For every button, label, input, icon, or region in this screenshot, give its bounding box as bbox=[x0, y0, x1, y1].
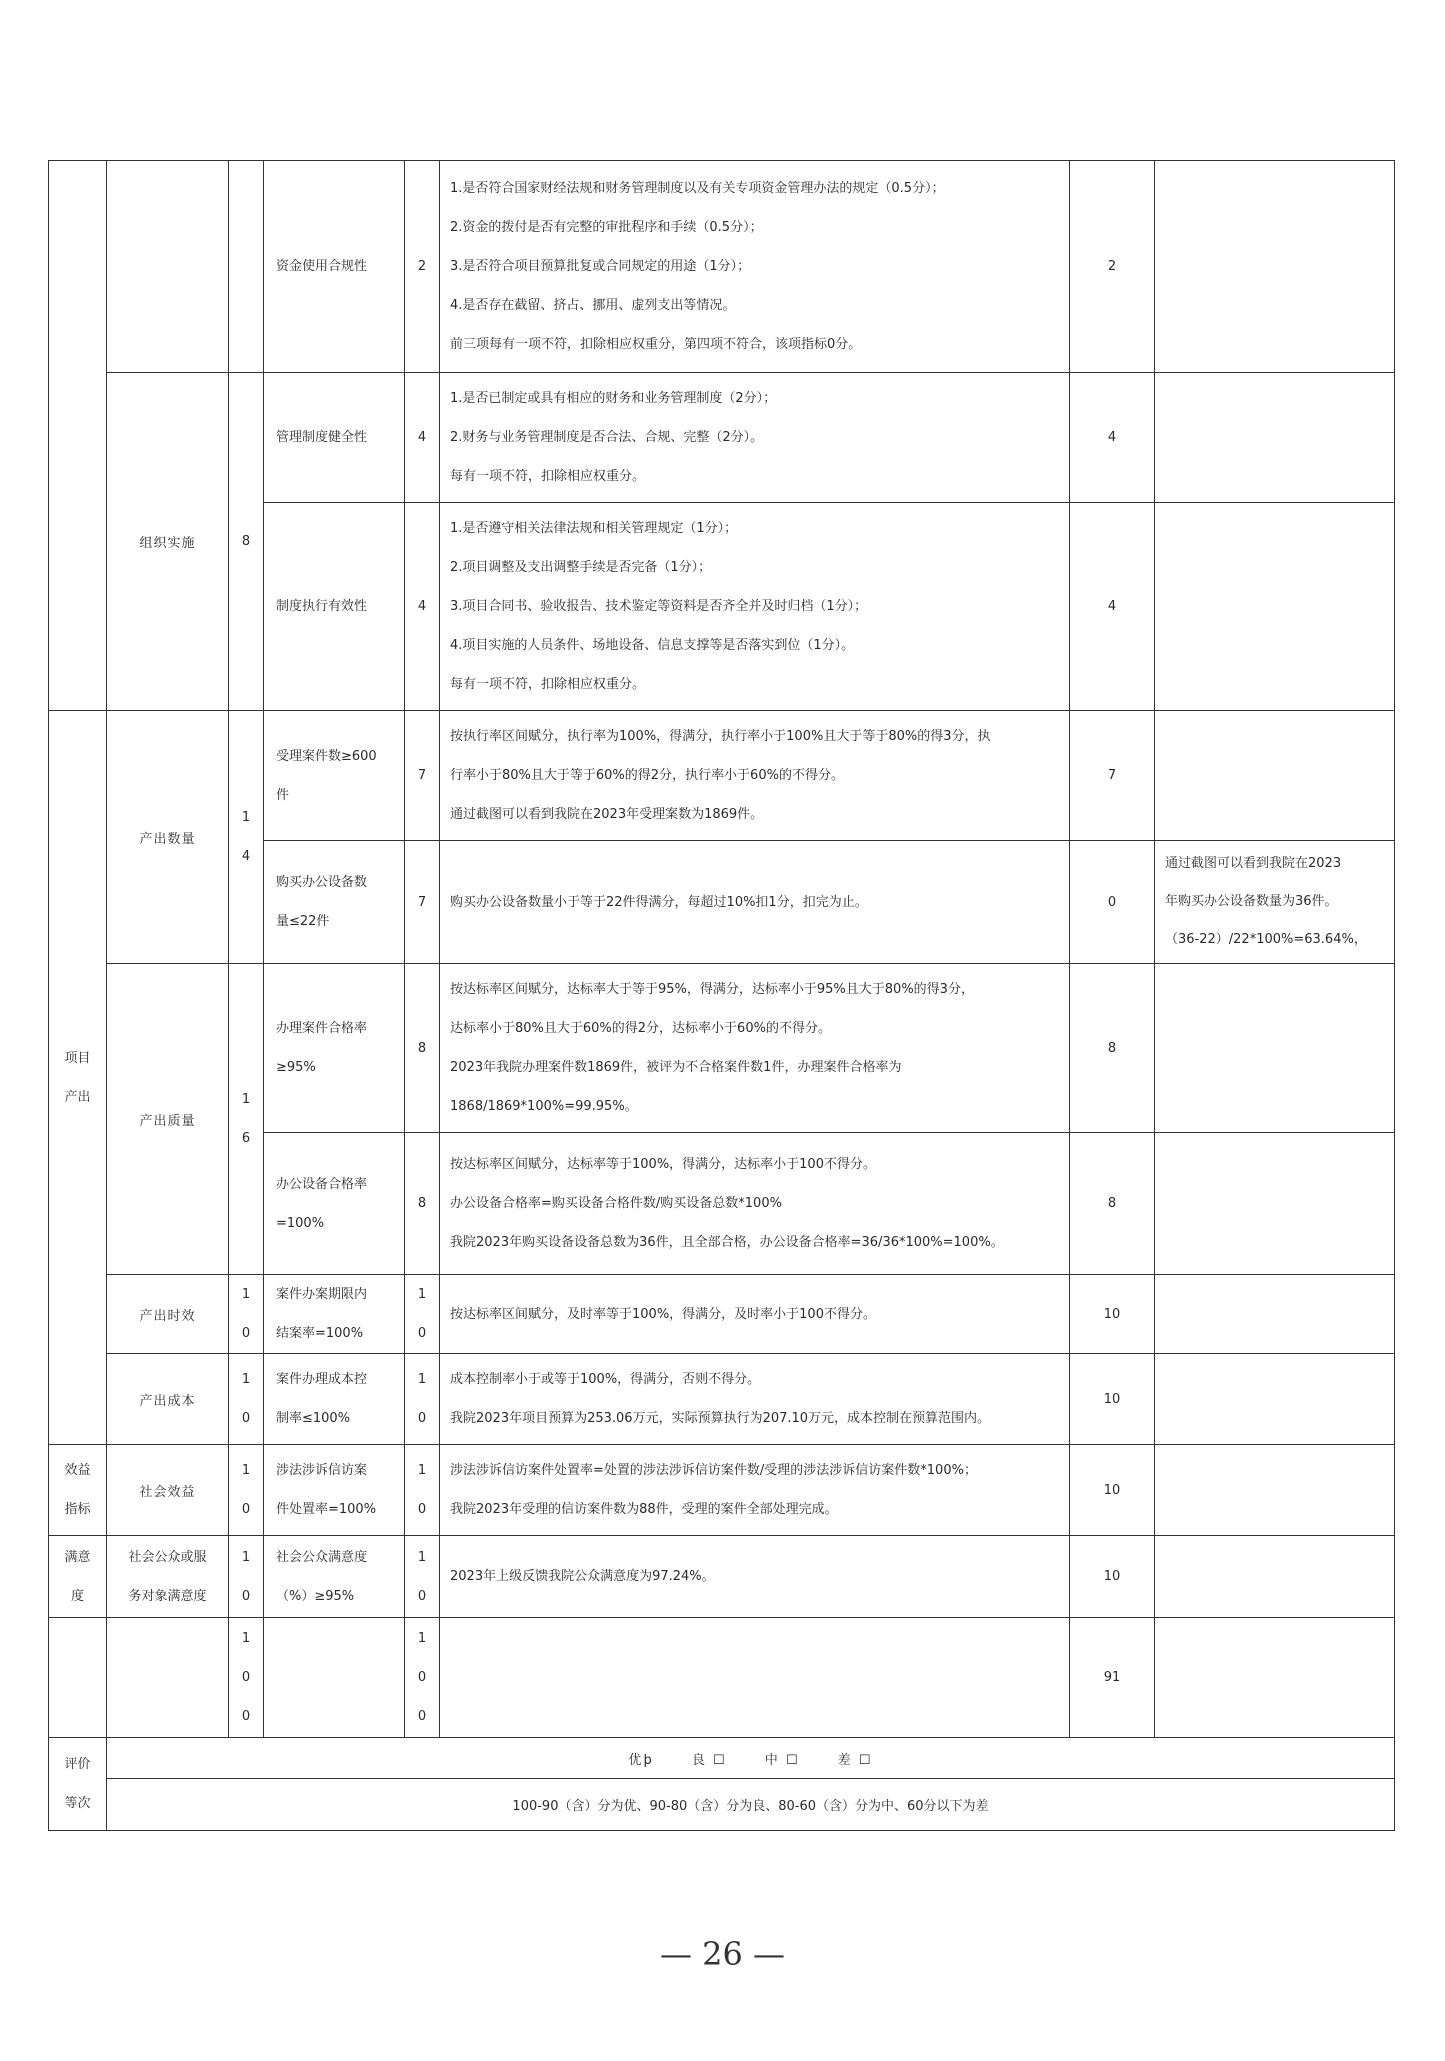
total-indicator-cell bbox=[264, 1618, 405, 1738]
indicator-name bbox=[264, 1536, 405, 1618]
score-cell: 10 bbox=[1070, 1445, 1155, 1536]
category-label bbox=[49, 711, 107, 1445]
scoring-criteria bbox=[440, 373, 1070, 503]
scoring-criteria bbox=[440, 1536, 1070, 1618]
criteria-line: 行率小于80%且大于等于60%的得2分，执行率小于60%的不得分。 bbox=[450, 768, 844, 783]
indicator-weight: 7 bbox=[405, 711, 440, 841]
criteria-line: 达标率小于80%且大于60%的得2分，达标率小于60%的不得分。 bbox=[450, 1021, 831, 1036]
category-text: 产出 bbox=[64, 1089, 91, 1105]
indicator-name bbox=[264, 1445, 405, 1536]
criteria-line: 我院2023年项目预算为253.06万元，实际预算执行为207.10万元，成本控制在预算范围内。 bbox=[450, 1411, 991, 1426]
subcategory-cell bbox=[107, 161, 229, 373]
scoring-criteria bbox=[440, 711, 1070, 841]
criteria-line: 3.项目合同书、验收报告、技术鉴定等资料是否齐全并及时归档（1分）； bbox=[450, 599, 868, 614]
grade-option-good bbox=[692, 1753, 727, 1768]
score-cell: 10 bbox=[1070, 1536, 1155, 1618]
subcategory-label: 产出数量 bbox=[107, 711, 229, 964]
weight-digit: 6 bbox=[241, 1131, 251, 1146]
criteria-line: 2023年上级反馈我院公众满意度为97.24%。 bbox=[450, 1569, 715, 1584]
category-text: 效益 bbox=[64, 1463, 91, 1478]
subcategory-text: 务对象满意度 bbox=[128, 1588, 207, 1604]
indicator-text: 办公设备合格率 bbox=[276, 1176, 368, 1192]
subcategory-weight: 8 bbox=[229, 373, 264, 711]
category-cell bbox=[49, 161, 107, 711]
indicator-text: 量≤22件 bbox=[276, 914, 330, 929]
note-cell bbox=[1155, 1354, 1395, 1445]
indicator-name: 管理制度健全性 bbox=[264, 373, 405, 503]
score-cell: 8 bbox=[1070, 1133, 1155, 1275]
grade-options bbox=[107, 1738, 1395, 1779]
criteria-line: 我院2023年购买设备设备总数为36件，且全部合格，办公设备合格率=36/36*100%=100%。 bbox=[450, 1235, 1004, 1250]
table-row bbox=[49, 1275, 1395, 1354]
scoring-criteria bbox=[440, 1133, 1070, 1275]
note-line: （36-22）/22*100%=63.64%， bbox=[1165, 932, 1367, 947]
total-indicator-weight bbox=[405, 1618, 440, 1738]
indicator-name bbox=[264, 1133, 405, 1275]
score-cell: 2 bbox=[1070, 161, 1155, 373]
note-cell bbox=[1155, 1536, 1395, 1618]
subcategory-label: 社会效益 bbox=[107, 1445, 229, 1536]
total-score: 91 bbox=[1070, 1618, 1155, 1738]
grade-option-text: 良 bbox=[691, 1752, 707, 1768]
subcategory-label: 产出质量 bbox=[107, 964, 229, 1275]
weight-digit: 0 bbox=[241, 1502, 251, 1517]
table-row bbox=[49, 1354, 1395, 1445]
table-row bbox=[49, 373, 1395, 503]
indicator-weight: 4 bbox=[405, 503, 440, 711]
indicator-weight bbox=[405, 1354, 440, 1445]
indicator-name bbox=[264, 964, 405, 1133]
subcategory-weight bbox=[229, 1354, 264, 1445]
indicator-text: 办理案件合格率 bbox=[276, 1021, 368, 1036]
category-text: 指标 bbox=[64, 1502, 91, 1517]
criteria-line: 我院2023年受理的信访案件数为88件，受理的案件全部处理完成。 bbox=[450, 1502, 838, 1517]
subcategory-label: 产出成本 bbox=[107, 1354, 229, 1445]
grade-label-text: 评价 bbox=[64, 1757, 91, 1772]
checkbox-icon: ☐ bbox=[713, 1752, 727, 1768]
grade-option-text: 中 bbox=[764, 1752, 780, 1768]
indicator-name: 资金使用合规性 bbox=[264, 161, 405, 373]
criteria-line: 1.是否遵守相关法律法规和相关管理规定（1分）； bbox=[450, 521, 738, 536]
criteria-line: 1.是否符合国家财经法规和财务管理制度以及有关专项资金管理办法的规定（0.5分）； bbox=[450, 181, 945, 196]
weight-digit: 0 bbox=[417, 1326, 427, 1341]
total-category-cell bbox=[49, 1618, 107, 1738]
scoring-criteria bbox=[440, 1275, 1070, 1354]
weight-digit: 4 bbox=[241, 849, 251, 864]
weight-digit: 0 bbox=[417, 1502, 427, 1517]
grade-option-poor bbox=[838, 1753, 873, 1768]
indicator-text: 社会公众满意度 bbox=[276, 1549, 368, 1565]
criteria-line: 2.项目调整及支出调整手续是否完备（1分）； bbox=[450, 560, 712, 575]
note-cell bbox=[1155, 964, 1395, 1133]
category-text: 度 bbox=[70, 1588, 84, 1604]
criteria-line: 1868/1869*100%=99.95%。 bbox=[450, 1099, 638, 1114]
note-cell bbox=[1155, 711, 1395, 841]
weight-digit: 1 bbox=[241, 810, 251, 825]
weight-digit: 1 bbox=[241, 1372, 251, 1387]
grade-option-text: 优 bbox=[628, 1752, 644, 1768]
indicator-name bbox=[264, 711, 405, 841]
score-cell: 0 bbox=[1070, 841, 1155, 964]
criteria-line: 每有一项不符，扣除相应权重分。 bbox=[450, 469, 646, 484]
checkbox-icon: ☐ bbox=[785, 1752, 800, 1768]
score-cell: 4 bbox=[1070, 503, 1155, 711]
indicator-name bbox=[264, 1354, 405, 1445]
criteria-line: 1.是否已制定或具有相应的财务和业务管理制度（2分）； bbox=[450, 391, 777, 406]
table-row bbox=[49, 161, 1395, 373]
subcategory-label: 产出时效 bbox=[107, 1275, 229, 1354]
indicator-text: 案件办案期限内 bbox=[276, 1287, 368, 1302]
criteria-line: 前三项每有一项不符，扣除相应权重分，第四项不符合，该项指标0分。 bbox=[450, 337, 862, 352]
scoring-criteria bbox=[440, 841, 1070, 964]
indicator-weight: 2 bbox=[405, 161, 440, 373]
scoring-criteria bbox=[440, 161, 1070, 373]
criteria-line: 4.是否存在截留、挤占、挪用、虚列支出等情况。 bbox=[450, 298, 736, 313]
grade-label bbox=[49, 1738, 107, 1831]
weight-digit: 1 bbox=[417, 1372, 427, 1387]
total-subcategory-cell bbox=[107, 1618, 229, 1738]
subcategory-weight bbox=[229, 711, 264, 964]
weight-digit: 0 bbox=[417, 1670, 427, 1685]
table-row bbox=[49, 1536, 1395, 1618]
criteria-line: 2.资金的拨付是否有完整的审批程序和手续（0.5分）； bbox=[450, 220, 763, 235]
indicator-weight bbox=[405, 1536, 440, 1618]
criteria-line: 购买办公设备数量小于等于22件得满分，每超过10%扣1分，扣完为止。 bbox=[450, 894, 868, 910]
subcategory-weight-cell bbox=[229, 161, 264, 373]
checked-box-icon: þ bbox=[643, 1752, 654, 1768]
indicator-name bbox=[264, 841, 405, 964]
note-cell bbox=[1155, 1445, 1395, 1536]
note-cell bbox=[1155, 1275, 1395, 1354]
category-text: 项目 bbox=[64, 1050, 91, 1066]
note-line: 年购买办公设备数量为36件。 bbox=[1165, 894, 1338, 909]
scoring-criteria bbox=[440, 1354, 1070, 1445]
subcategory-weight bbox=[229, 1445, 264, 1536]
table-row bbox=[49, 1445, 1395, 1536]
subcategory-weight bbox=[229, 1536, 264, 1618]
scoring-criteria bbox=[440, 964, 1070, 1133]
criteria-line: 2023年我院办理案件数1869件，被评为不合格案件数1件，办理案件合格率为 bbox=[450, 1060, 902, 1075]
scoring-criteria bbox=[440, 1445, 1070, 1536]
total-note-cell bbox=[1155, 1618, 1395, 1738]
weight-digit: 0 bbox=[241, 1588, 251, 1604]
grade-option-medium bbox=[765, 1753, 800, 1768]
note-cell bbox=[1155, 373, 1395, 503]
indicator-text: 案件办理成本控 bbox=[276, 1372, 368, 1387]
weight-digit: 1 bbox=[241, 1287, 251, 1302]
grade-label-text: 等次 bbox=[64, 1796, 91, 1811]
weight-digit: 0 bbox=[241, 1411, 251, 1426]
subcategory-weight bbox=[229, 964, 264, 1275]
criteria-line: 2.财务与业务管理制度是否合法、合规、完整（2分）。 bbox=[450, 430, 764, 445]
indicator-text: 受理案件数≥600 bbox=[276, 748, 377, 764]
weight-digit: 1 bbox=[241, 1549, 251, 1565]
indicator-text: ≥95% bbox=[276, 1060, 316, 1075]
weight-digit: 1 bbox=[241, 1631, 251, 1646]
note-cell bbox=[1155, 1133, 1395, 1275]
grade-option-excellent bbox=[628, 1753, 653, 1768]
weight-digit: 0 bbox=[417, 1588, 427, 1604]
performance-evaluation-table bbox=[48, 160, 1395, 1831]
indicator-weight: 8 bbox=[405, 964, 440, 1133]
score-cell: 8 bbox=[1070, 964, 1155, 1133]
total-subcategory-weight bbox=[229, 1618, 264, 1738]
indicator-weight bbox=[405, 1275, 440, 1354]
note-line: 通过截图可以看到我院在2023 bbox=[1165, 856, 1342, 871]
criteria-line: 每有一项不符，扣除相应权重分。 bbox=[450, 677, 646, 692]
score-cell: 10 bbox=[1070, 1354, 1155, 1445]
note-cell bbox=[1155, 503, 1395, 711]
criteria-line: 3.是否符合项目预算批复或合同规定的用途（1分）； bbox=[450, 259, 751, 274]
criteria-line: 办公设备合格率=购买设备合格件数/购买设备总数*100% bbox=[450, 1196, 782, 1211]
grade-rule: 100-90（含）分为优、90-80（含）分为良、80-60（含）分为中、60分以下为差 bbox=[107, 1779, 1395, 1831]
category-label bbox=[49, 1536, 107, 1618]
indicator-text: 件 bbox=[276, 787, 290, 803]
weight-digit: 0 bbox=[241, 1670, 251, 1685]
grade-row bbox=[49, 1738, 1395, 1779]
weight-digit: 0 bbox=[417, 1411, 427, 1426]
weight-digit: 0 bbox=[417, 1709, 427, 1724]
subcategory-label: 组织实施 bbox=[107, 373, 229, 711]
table-row bbox=[49, 964, 1395, 1133]
criteria-line: 成本控制率小于或等于100%，得满分，否则不得分。 bbox=[450, 1372, 761, 1387]
criteria-line: 涉法涉诉信访案件处置率=处置的涉法涉诉信访案件数/受理的涉法涉诉信访案件数*100%； bbox=[450, 1463, 977, 1478]
score-cell: 7 bbox=[1070, 711, 1155, 841]
indicator-weight: 7 bbox=[405, 841, 440, 964]
criteria-line: 按达标率区间赋分，达标率等于100%，得满分，达标率小于100不得分。 bbox=[450, 1157, 876, 1172]
category-text: 满意 bbox=[64, 1549, 91, 1565]
grade-option-text: 差 bbox=[837, 1752, 853, 1768]
indicator-name bbox=[264, 1275, 405, 1354]
note-cell bbox=[1155, 841, 1395, 964]
subcategory-weight bbox=[229, 1275, 264, 1354]
page-number: — 26 — bbox=[659, 1935, 786, 1973]
indicator-text: 结案率=100% bbox=[276, 1326, 364, 1341]
weight-digit: 1 bbox=[417, 1463, 427, 1478]
criteria-line: 按执行率区间赋分，执行率为100%，得满分，执行率小于100%且大于等于80%的得3分，执 bbox=[450, 729, 991, 744]
indicator-text: 涉法涉诉信访案 bbox=[276, 1463, 368, 1478]
total-row bbox=[49, 1618, 1395, 1738]
weight-digit: 1 bbox=[417, 1631, 427, 1646]
weight-digit: 1 bbox=[241, 1092, 251, 1107]
weight-digit: 0 bbox=[241, 1709, 251, 1724]
table-row bbox=[49, 711, 1395, 841]
total-criteria-cell bbox=[440, 1618, 1070, 1738]
weight-digit: 1 bbox=[417, 1549, 427, 1565]
indicator-text: 购买办公设备数 bbox=[276, 875, 368, 890]
weight-digit: 1 bbox=[417, 1287, 427, 1302]
criteria-line: 通过截图可以看到我院在2023年受理案数为1869件。 bbox=[450, 807, 764, 822]
criteria-line: 按达标率区间赋分，达标率大于等于95%，得满分，达标率小于95%且大于80%的得3分， bbox=[450, 982, 974, 997]
score-cell: 4 bbox=[1070, 373, 1155, 503]
category-label bbox=[49, 1445, 107, 1536]
criteria-line: 4.项目实施的人员条件、场地设备、信息支撑等是否落实到位（1分）。 bbox=[450, 638, 855, 653]
indicator-text: 制率≤100% bbox=[276, 1411, 351, 1426]
indicator-text: 件处置率=100% bbox=[276, 1502, 377, 1517]
score-cell: 10 bbox=[1070, 1275, 1155, 1354]
indicator-text: （%）≥95% bbox=[276, 1588, 355, 1604]
subcategory-text: 社会公众或服 bbox=[128, 1549, 207, 1565]
weight-digit: 0 bbox=[241, 1326, 251, 1341]
scoring-criteria bbox=[440, 503, 1070, 711]
indicator-weight bbox=[405, 1445, 440, 1536]
indicator-text: =100% bbox=[276, 1215, 325, 1231]
note-cell bbox=[1155, 161, 1395, 373]
criteria-line: 按达标率区间赋分，及时率等于100%，得满分，及时率小于100不得分。 bbox=[450, 1306, 876, 1322]
indicator-name: 制度执行有效性 bbox=[264, 503, 405, 711]
indicator-weight: 4 bbox=[405, 373, 440, 503]
grade-rule-row bbox=[49, 1779, 1395, 1831]
checkbox-icon: ☐ bbox=[858, 1752, 873, 1768]
subcategory-label bbox=[107, 1536, 229, 1618]
weight-digit: 1 bbox=[241, 1463, 251, 1478]
indicator-weight: 8 bbox=[405, 1133, 440, 1275]
